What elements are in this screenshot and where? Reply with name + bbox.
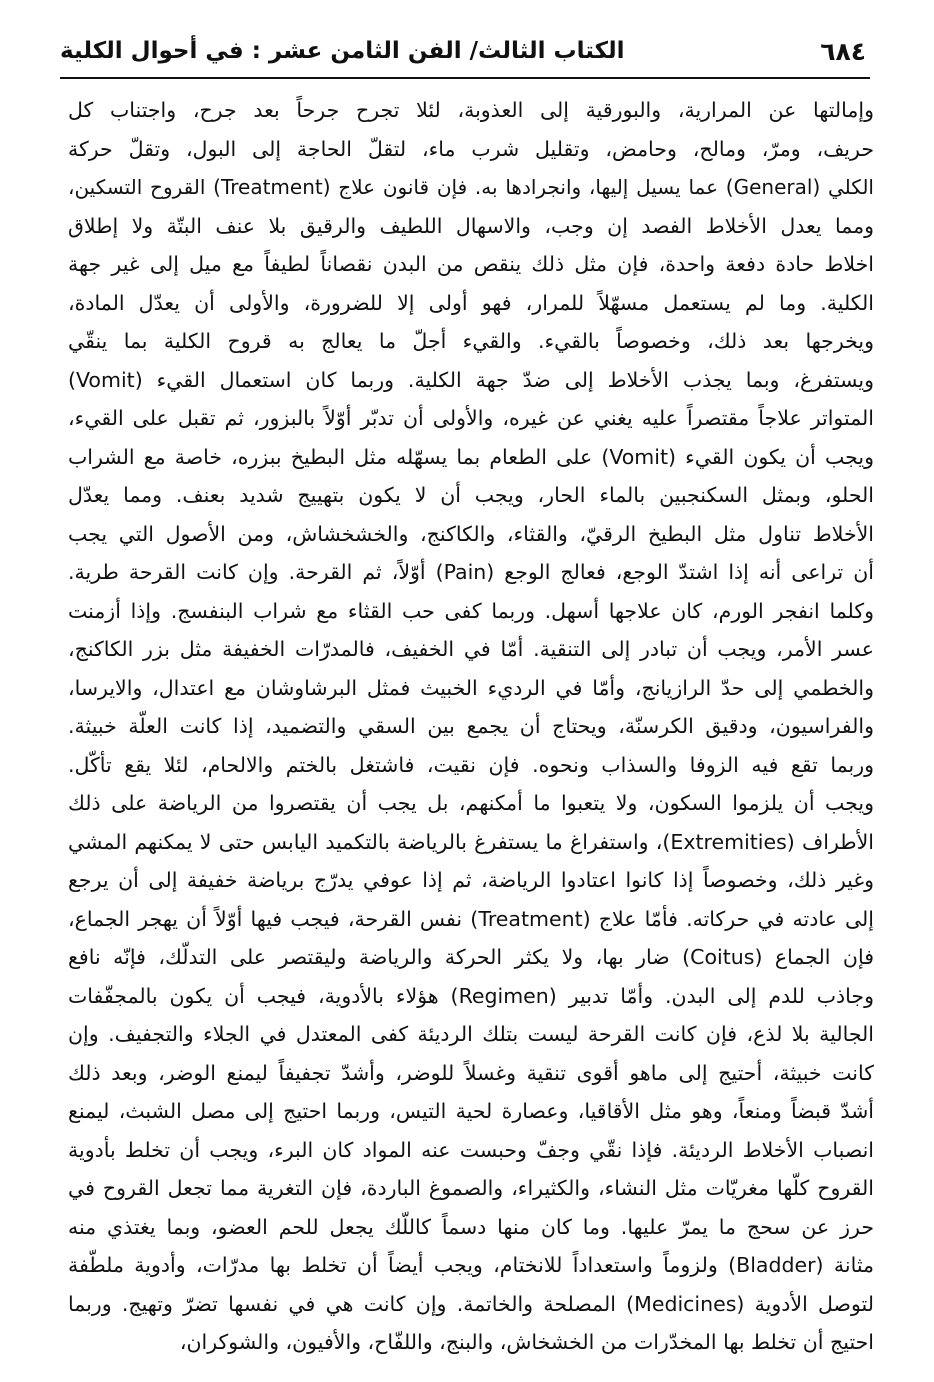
text-line: ويستفرغ، وبما يجذب الأخلاط إلى ضدّ جهة الكلية. وربما كان استعمال القيء (Vomit) xyxy=(68,367,874,392)
text-line: احتيج أن تخلط بها المخدّرات من الخشخاش، والبنج، واللفّاح، والأفيون، والشوكران، xyxy=(179,1330,874,1354)
text-line: فإن الجماع (Coitus) ضار بها، ولا يكثر الحركة والرياضة وليقتصر على التدلّك، فإنّه نافع xyxy=(68,945,874,969)
text-line: مثانة (Bladder) ولزوماً واستعداداً للانختام، ويجب أيضاً أن تخلط بها مدرّات، وأدوية ملطّفة xyxy=(68,1253,874,1277)
text-line: إلى عادته في حركاته. فأمّا علاج (Treatment) نفس القرحة، فيجب فيها أوّلاً أن يهجر الجماع، xyxy=(68,906,874,931)
text-line: ويخرجها بعد ذلك، وخصوصاً بالقيء. والقيء أجلّ ما يعالج به قروح الكلية بما ينقّي xyxy=(68,329,874,353)
text-line: عسر الأمر، ويجب أن تبادر إلى التنقية. أمّا في الخفيف، فالمدرّات الخفيفة مثل بزر الكاكنج، xyxy=(68,637,874,661)
text-line: ومما يعدل الأخلاط الفصد إن وجب، والاسهال اللطيف والرقيق بلا عنف البتّة ولا إطلاق xyxy=(68,213,874,238)
text-line: القروح كلّها مغريّات مثل النشاء، والكثيراء، والصموغ الباردة، فإن التغرية مما تجعل القروح في xyxy=(68,1176,874,1200)
text-line: الكلية. وما لم يستعمل مسهّلاً للمرار، فهو أولى إلا للضرورة، والأولى أن يعدّل المادة، xyxy=(68,290,874,315)
text-line: حريف، ومرّ، ومالح، وحامض، وتقليل شرب ماء، لتقلّ الحاجة إلى البول، وتقلّ حركة xyxy=(68,136,874,161)
text-line: وكلما انفجر الورم، كان علاجها أسهل. وربما كفى حب القثاء مع شراب البنفسج. وإذا أزمنت xyxy=(68,598,874,623)
body-text xyxy=(68,91,874,1362)
text-line: الكلي (General) عما يسيل إليها، وانجرادها به. فإن قانون علاج (Treatment) القروح التسكين، xyxy=(68,175,874,199)
text-line: ويجب أن يلزموا السكون، ولا يتعبوا ما أمكنهم، بل يجب أن يقتصروا من الرياضة على ذلك xyxy=(68,791,874,815)
text-line: وإمالتها عن المرارية، والبورقية إلى العذوبة، لئلا تجرح جرحاً بعد جرح، واجتناب كل xyxy=(68,98,874,122)
text-line: حرز عن سحج ما يمرّ عليها. وما كان منها دسماً كاللّك يجعل للحم العضو، وبما يغتذي منه xyxy=(68,1214,874,1239)
text-line: المتواتر علاجاً مقتصراً عليه يغني عن غيره، والأولى أن تدبّر أوّلاً بالبزور، ثم تقبل على القيء، xyxy=(68,406,874,430)
text-line: وغير ذلك، وخصوصاً إذا كانوا اعتادوا الرياضة، ثم إذا عوفي يدرّج برياضة خفيفة إلى أن يرجع xyxy=(68,868,874,892)
text-line: وربما تقع فيه الزوفا والسذاب ونحوه. فإن نقيت، فاشتغل بالختم والالحام، لئلا يقع تأكّل. xyxy=(68,752,874,777)
text-line: ويجب أن يكون القيء (Vomit) على الطعام بما يسهّله مثل البطيخ ببزره، خاصة مع الشراب xyxy=(68,444,874,469)
page-number: ٦٨٤ xyxy=(820,36,866,66)
running-title: الكتاب الثالث/ الفن الثامن عشر : في أحوال الكلية xyxy=(60,38,625,64)
text-line: لتوصل الأدوية (Medicines) المصلحة والخاتمة. وإن كانت هي في نفسها تضرّ وتهيج. وربما xyxy=(68,1291,874,1316)
text-line: الأطراف (Extremities)، واستفراغ ما يستفرغ بالرياضة بالتكميد اليابس حتى لا يمكنهم المشي xyxy=(68,829,874,854)
text-line: اخلاط حادة دفعة واحدة، فإن مثل ذلك ينقص من البدن نقصاناً لطيفاً مع ميل إلى غير جهة xyxy=(68,252,874,276)
text-line: أن تراعى أنه إذا اشتدّ الوجع، فعالج الوجع (Pain) أوّلاً، ثم القرحة. وإن كانت القرحة طرية. xyxy=(68,560,874,584)
text-line: الجالية بلا لذع، فإن كانت القرحة ليست بتلك الرديئة كفى المعتدل في الجلاء والتجفيف. وإن xyxy=(68,1022,874,1046)
text-line: كانت خبيثة، أحتيج إلى ماهو أقوى تنقية وغسلاً للوضر، وأشدّ تجفيفاً ليمنع الوضر، وبعد ذلك xyxy=(68,1060,874,1085)
text-line: الحلو، وبمثل السكنجبين بالماء الحار، ويجب أن لا يكون بتهييج شديد بعنف. ومما يعدّل xyxy=(68,483,874,507)
text-line: وجاذب للدم إلى البدن. وأمّا تدبير (Regimen) هؤلاء بالأدوية، فيجب أن يكون بالمجفّفات xyxy=(68,983,874,1008)
text-line: انصباب الأخلاط الرديئة. فإذا نقّي وجفّ وحبست عنه المواد كان البرء، ويجب أن تخلط بأدوية xyxy=(68,1137,874,1162)
text-line: أشدّ قبضاً ومنعاً، وهو مثل الأقاقيا، وعصارة لحية التيس، وربما احتيج إلى مصل الشبث، ليمنع xyxy=(68,1099,874,1123)
text-line: والخطمي إلى حدّ الرازيانج، وأمّا في الرديء الخبيث فمثل البرشاوشان مع اعتدال، والايرسا، xyxy=(68,675,874,700)
page-header xyxy=(60,30,866,72)
text-line: والفراسيون، ودقيق الكرسنّة، ويحتاج أن يجمع بين السقي والتضميد، إذا كانت العلّة خبيثة. xyxy=(68,714,874,738)
header-rule xyxy=(60,77,870,79)
text-line: الأخلاط تناول مثل البطيخ الرقيّ، والقثاء، والكاكنج، والخشخشاش، ومن الأصول التي يجب xyxy=(68,521,874,546)
